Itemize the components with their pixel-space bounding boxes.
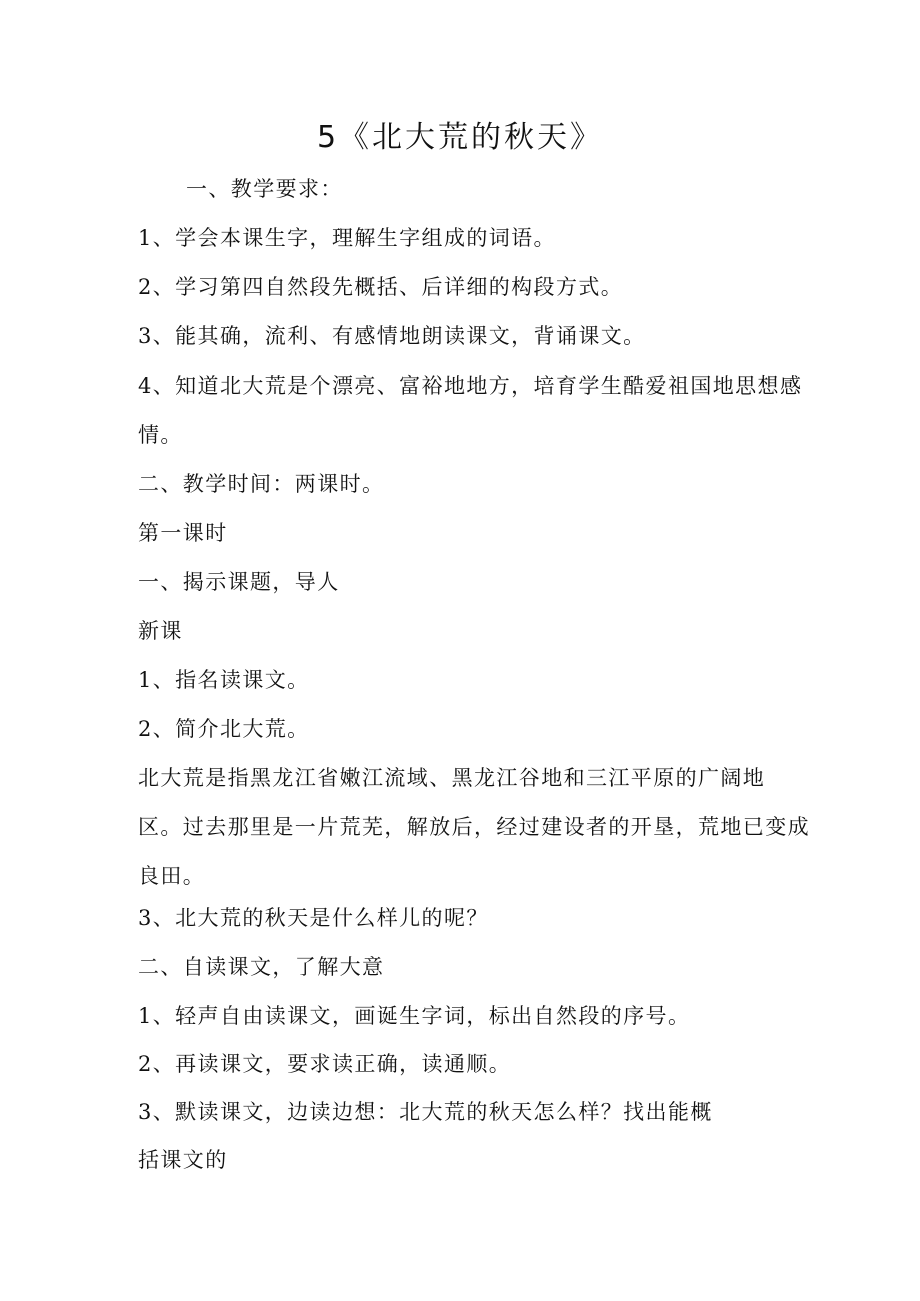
reading-item-1: 1、轻声自由读课文，画诞生字词，标出自然段的序号。 <box>138 1004 691 1028</box>
requirement-item-2: 2、学习第四自然段先概括、后详细的构段方式。 <box>138 275 624 299</box>
paragraph-line-2: 区。过去那里是一片荒芜，解放后，经过建设者的开垦，荒地已变成 <box>138 815 810 839</box>
lesson-heading: 第一课时 <box>138 521 228 545</box>
requirement-item-4: 4、知道北大荒是个漂亮、富裕地地方，培育学生酷爱祖国地思想感 <box>138 374 803 398</box>
document-title: 5《北大荒的秋天》 <box>316 120 604 155</box>
requirement-item-4-continued: 情。 <box>138 423 183 447</box>
reading-item-2: 2、再读课文，要求读正确，读通顺。 <box>138 1052 512 1076</box>
reading-item-3-continued: 括课文的 <box>138 1148 228 1172</box>
paragraph-line-3: 良田。 <box>138 864 206 888</box>
reading-item-3: 3、默读课文，边读边想：北大荒的秋天怎么样？找出能概 <box>138 1100 713 1124</box>
section-heading-self-reading: 二、自读课文，了解大意 <box>138 955 385 979</box>
step-heading-reveal-topic: 一、揭示课题，导人 <box>138 570 340 594</box>
requirement-item-3: 3、能其确，流利、有感情地朗读课文，背诵课文。 <box>138 324 646 348</box>
section-heading-teaching-time: 二、教学时间：两课时。 <box>138 472 385 496</box>
paragraph-line-1: 北大荒是指黑龙江省嫩江流域、黑龙江谷地和三江平原的广阔地 <box>138 766 766 790</box>
section-heading-teaching-requirements: 一、教学要求： <box>186 177 343 201</box>
step-item-3: 3、北大荒的秋天是什么样儿的呢？ <box>138 906 489 930</box>
step-item-1: 1、指名读课文。 <box>138 668 310 692</box>
step-heading-reveal-topic-continued: 新课 <box>138 619 183 643</box>
step-item-2: 2、简介北大荒。 <box>138 717 310 741</box>
requirement-item-1: 1、学会本课生字，理解生字组成的词语。 <box>138 226 556 250</box>
